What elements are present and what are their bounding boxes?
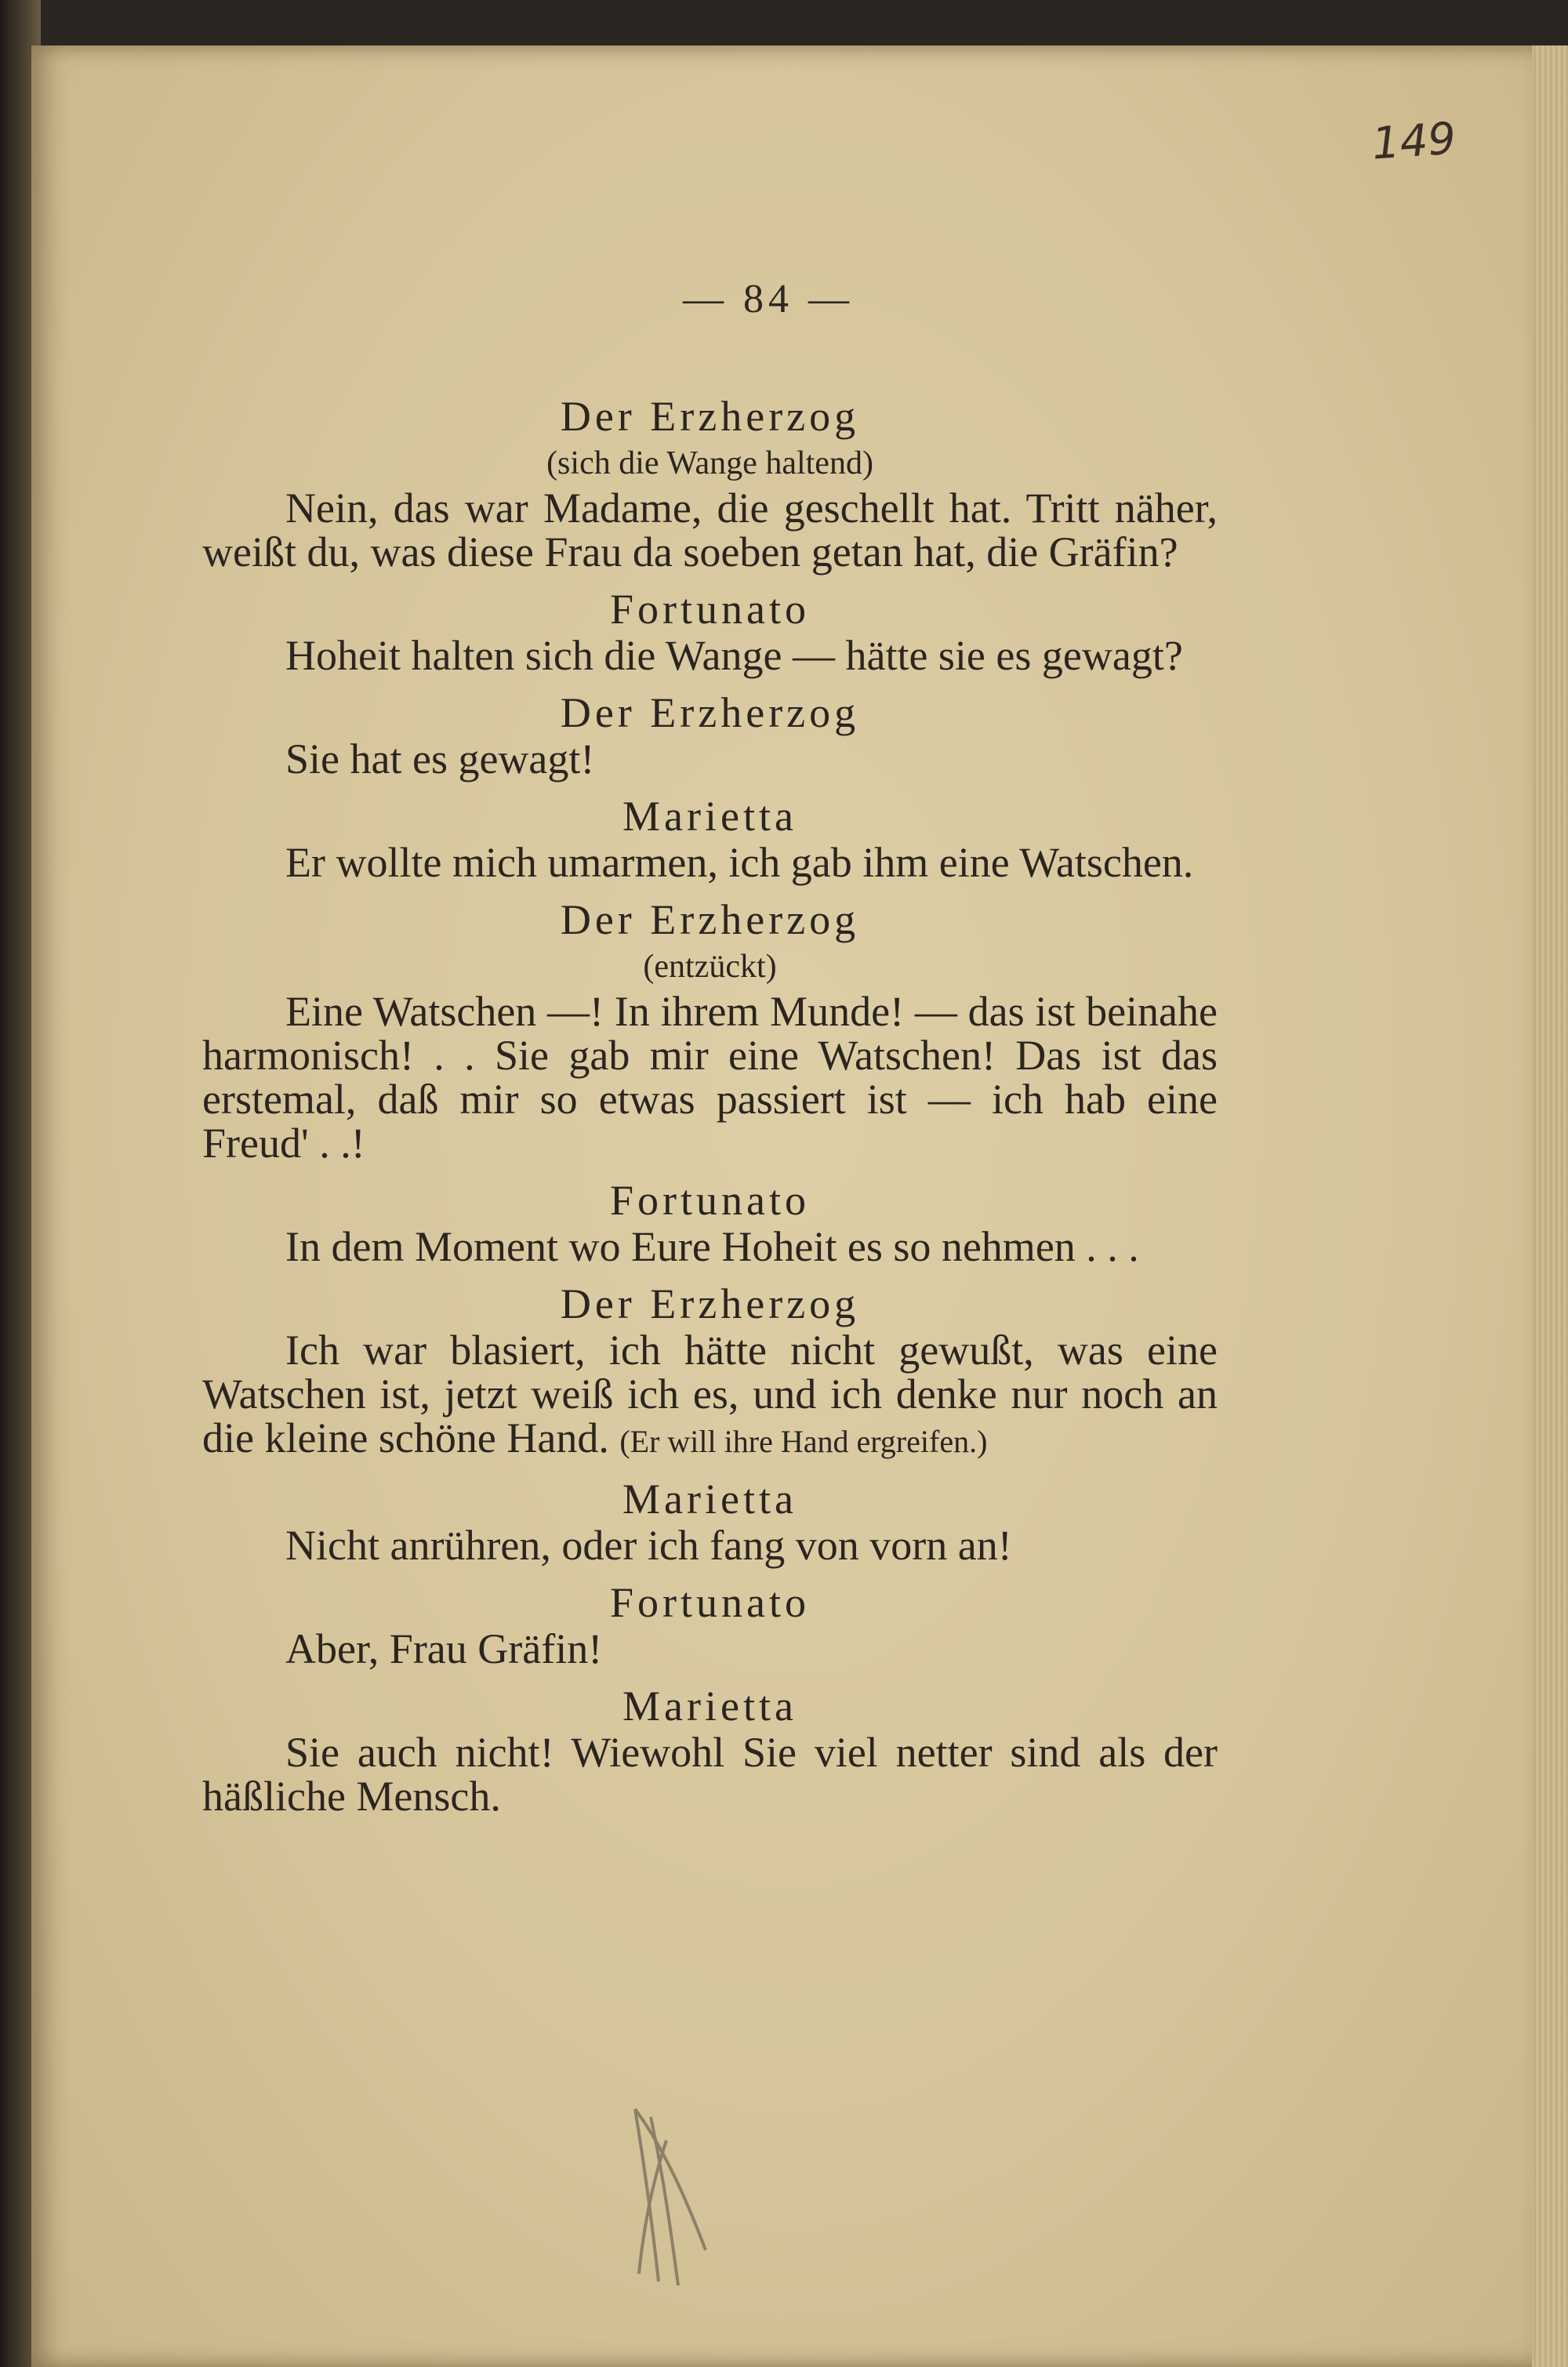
speaker-name: Der Erzherzog: [560, 1280, 860, 1327]
speaker-name: Der Erzherzog: [560, 393, 860, 440]
speaker-name: Fortunato: [610, 586, 810, 633]
speech-text: Sie hat es gewagt!: [285, 735, 595, 782]
stage-direction: (sich die Wange haltend): [546, 445, 873, 481]
speech-text: Nicht anrühren, oder ich fang von vorn an!: [285, 1522, 1012, 1569]
dialogue-text-block: [202, 392, 1218, 1829]
speech-text: Hoheit halten sich die Wange — hätte sie es gewagt?: [285, 632, 1183, 679]
speech-text: Aber, Frau Gräfin!: [285, 1625, 603, 1672]
speaker-name: Fortunato: [610, 1579, 810, 1626]
handwritten-folio-number: 149: [1370, 113, 1458, 170]
speech-text: Er wollte mich umarmen, ich gab ihm eine Watschen.: [285, 839, 1194, 886]
speaker-name: Fortunato: [610, 1177, 810, 1224]
speaker-name: Der Erzherzog: [560, 689, 860, 736]
speaker-name: Der Erzherzog: [560, 896, 860, 943]
inline-stage-direction: (Er will ihre Hand ergreifen.): [619, 1424, 988, 1459]
page-edges: [1532, 45, 1568, 2367]
speech-text: In dem Moment wo Eure Hoheit es so nehmen . . .: [285, 1223, 1139, 1270]
speech-text: Ich war blasiert, ich hätte nicht gewußt, was eine Watschen ist, jetzt weiß ich es, und ich denke nur noch an die kleine schöne Hand.: [202, 1327, 1218, 1461]
speech-text: Sie auch nicht! Wiewohl Sie viel netter sind als der häßliche Mensch.: [202, 1729, 1218, 1820]
pencil-scribble-mark: [604, 2093, 745, 2297]
stage-direction: (entzückt): [643, 949, 777, 985]
speech-text-with-direction: [202, 1328, 1218, 1464]
speech-text: Nein, das war Madame, die geschellt hat. Tritt näher, weißt du, was diese Frau da soeben getan hat, die Gräfin?: [202, 485, 1218, 575]
speaker-name: Marietta: [622, 1683, 797, 1730]
page-number: — 84 —: [683, 277, 854, 321]
speaker-name: Marietta: [622, 793, 797, 840]
speech-text: Eine Watschen —! In ihrem Munde! — das ist beinahe harmonisch! . . Sie gab mir eine Watschen! Das ist das erstemal, daß mir so etwas passiert ist — ich hab eine Freud' . .!: [202, 988, 1218, 1167]
speaker-name: Marietta: [622, 1476, 797, 1523]
